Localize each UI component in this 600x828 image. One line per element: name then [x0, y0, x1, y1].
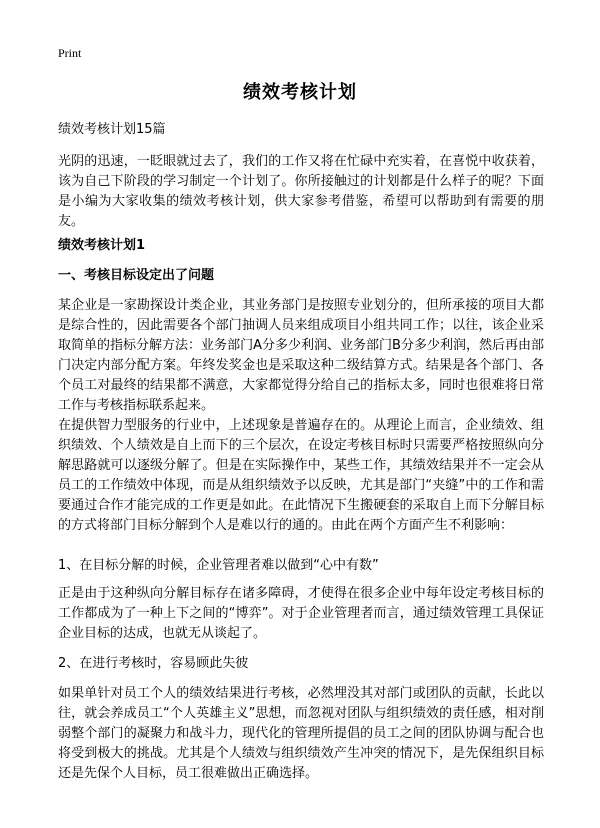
subsection-heading: 一、考核目标设定出了问题	[58, 268, 215, 283]
document-subtitle: 绩效考核计划15篇	[58, 122, 166, 137]
list-item-1: 1、在目标分解的时候，企业管理者难以做到“心中有数”	[58, 558, 379, 573]
paragraph-1: 某企业是一家勘探设计类企业，其业务部门是按照专业划分的，但所承接的项目大都是综合性的，因此需要各个部门抽调人员来组成项目小组共同工作；以往，该企业采取简单的指标分解方法：业务部门A分多少利润、业务部门B分多少利润，然后再由部门决定内部分配方案。年终发奖金也是采取这种二级结算方式。结果是各个部门、各个员工对最终的结果都不满意，大家都觉得分给自己的指标太多，同时也很难将日常工作与考核指标联系起来。	[58, 298, 544, 413]
paragraph-4: 如果单针对员工个人的绩效结果进行考核，必然埋没其对部门或团队的贡献，长此以往，就会养成员工“个人英雄主义”思想，而忽视对团队与组织绩效的责任感，相对削弱整个部门的凝聚力和战斗力，现代化的管理所提倡的员工之间的团队协调与配合也将受到极大的挑战。尤其是个人绩效与组织绩效产生冲突的情况下，是先保组织目标还是先保个人目标，员工很难做出正确选择。	[58, 686, 544, 781]
page-title: 绩效考核计划	[243, 82, 357, 103]
intro-paragraph: 光阴的迅速，一眨眼就过去了，我们的工作又将在忙碌中充实着，在喜悦中收获着，该为自己下阶段的学习制定一个计划了。你所接触过的计划都是什么样子的呢？下面是小编为大家收集的绩效考核计划，供大家参考借鉴，希望可以帮助到有需要的朋友。	[58, 154, 544, 229]
print-link[interactable]: Print	[58, 46, 82, 60]
section-heading: 绩效考核计划1	[58, 238, 146, 253]
list-item-2: 2、在进行考核时，容易顾此失彼	[58, 656, 249, 671]
paragraph-2: 在提供智力型服务的行业中，上述现象是普遍存在的。从理论上而言，企业绩效、组织绩效、个人绩效是自上而下的三个层次，在设定考核目标时只需要严格按照纵向分解思路就可以逐级分解了。但是在实际操作中，某些工作，其绩效结果并不一定会从员工的工作绩效中体现，而是从组织绩效予以反映，尤其是部门“夹缝”中的工作和需要通过合作才能完成的工作更是如此。在此情况下生搬硬套的采取自上而下分解目标的方式将部门目标分解到个人是难以行的通的。由此在两个方面产生不利影响：	[58, 418, 544, 533]
paragraph-3: 正是由于这种纵向分解目标存在诸多障碍，才使得在很多企业中每年设定考核目标的工作都成为了一种上下之间的“博弈”。对于企业管理者而言，通过绩效管理工具保证企业目标的达成，也就无从谈起了。	[58, 586, 544, 641]
